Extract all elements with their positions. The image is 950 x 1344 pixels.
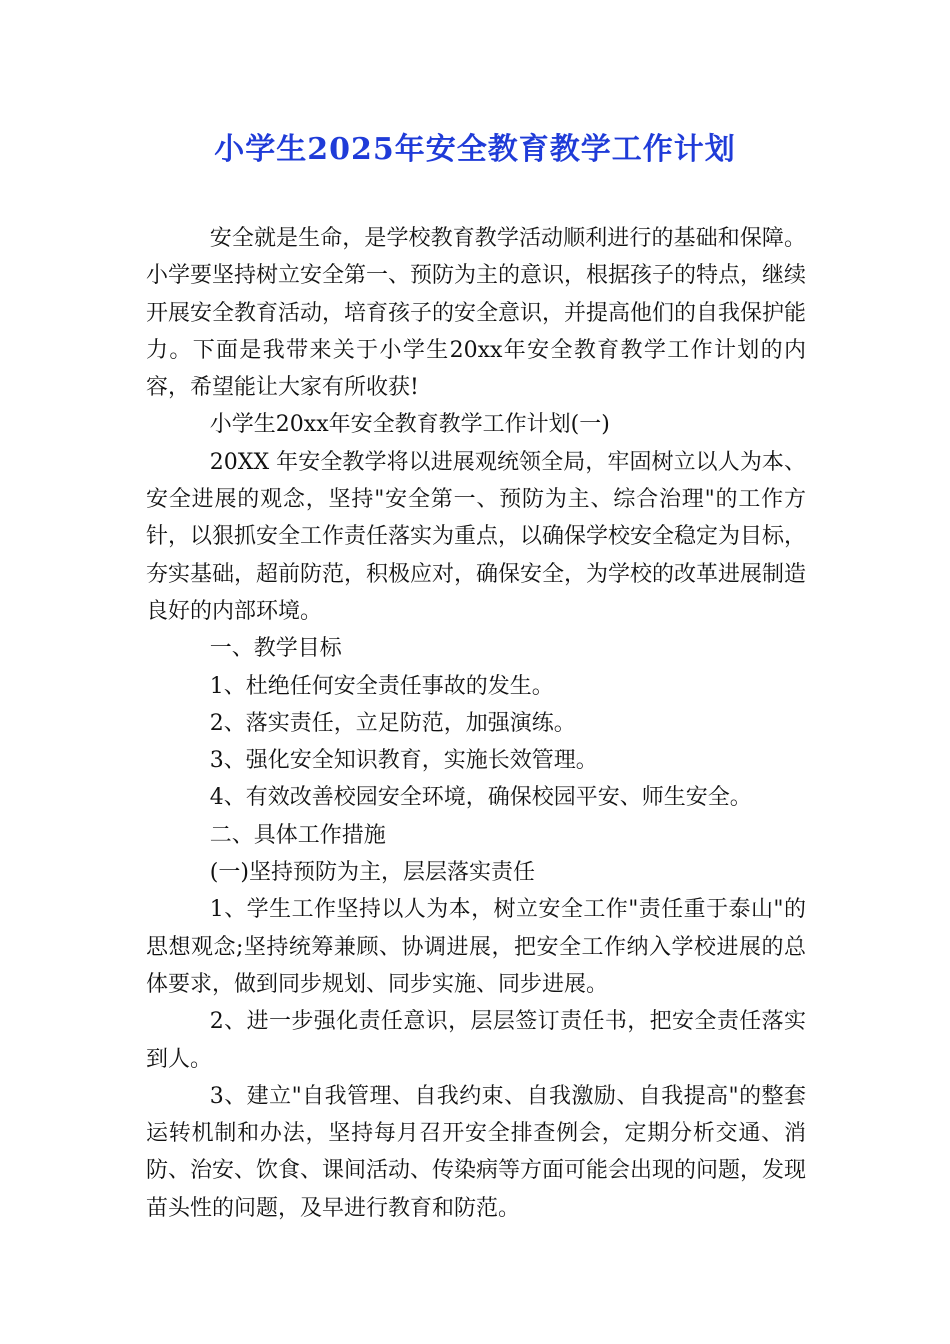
paragraph-plan-heading: 小学生20xx年安全教育教学工作计划(一) [209,412,610,438]
goal-item-2: 2、落实责任，立足防范，加强演练。 [209,710,576,736]
section-heading-goals: 一、教学目标 [209,636,342,662]
section-heading-measures: 二、具体工作措施 [209,822,386,848]
measure-item-1: 1、学生工作坚持以人为本，树立安全工作"责任重于泰山"的思想观念;坚持统筹兼顾、协调进展，把安全工作纳入学校进展的总体要求，做到同步规划、同步实施、同步进展。 [146,897,806,997]
paragraph-intro: 安全就是生命，是学校教育教学活动顺利进行的基础和保障。小学要坚持树立安全第一、预防为主的意识，根据孩子的特点，继续开展安全教育活动，培育孩子的安全意识，并提高他们的自我保护能力。下面是我带来关于小学生20xx年安全教育教学工作计划的内容，希望能让大家有所收获! [146,226,807,401]
goal-item-1: 1、杜绝任何安全责任事故的发生。 [209,673,554,699]
subsection-heading-prevention: (一)坚持预防为主，层层落实责任 [209,860,535,886]
measure-item-2: 2、进一步强化责任意识，层层签订责任书，把安全责任落实到人。 [146,1009,806,1072]
goal-item-4: 4、有效改善校园安全环境，确保校园平安、师生安全。 [209,785,752,811]
measure-item-3: 3、建立"自我管理、自我约束、自我激励、自我提高"的整套运转机制和办法，坚持每月召开安全排查例会，定期分析交通、消防、治安、饮食、课间活动、传染病等方面可能会出现的问题，发现苗头性的问题，及早进行教育和防范。 [146,1083,807,1221]
document-body [146,220,806,1227]
document-title: 小学生2025年安全教育教学工作计划 [214,132,736,167]
goal-item-3: 3、强化安全知识教育，实施长效管理。 [209,748,598,774]
paragraph-overview: 20XX 年安全教学将以进展观统领全局，牢固树立以人为本、安全进展的观念，坚持"安全第一、预防为主、综合治理"的工作方针，以狠抓安全工作责任落实为重点，以确保学校安全稳定为目标，夯实基础，超前防范，积极应对，确保安全，为学校的改革进展制造良好的内部环境。 [146,449,807,624]
